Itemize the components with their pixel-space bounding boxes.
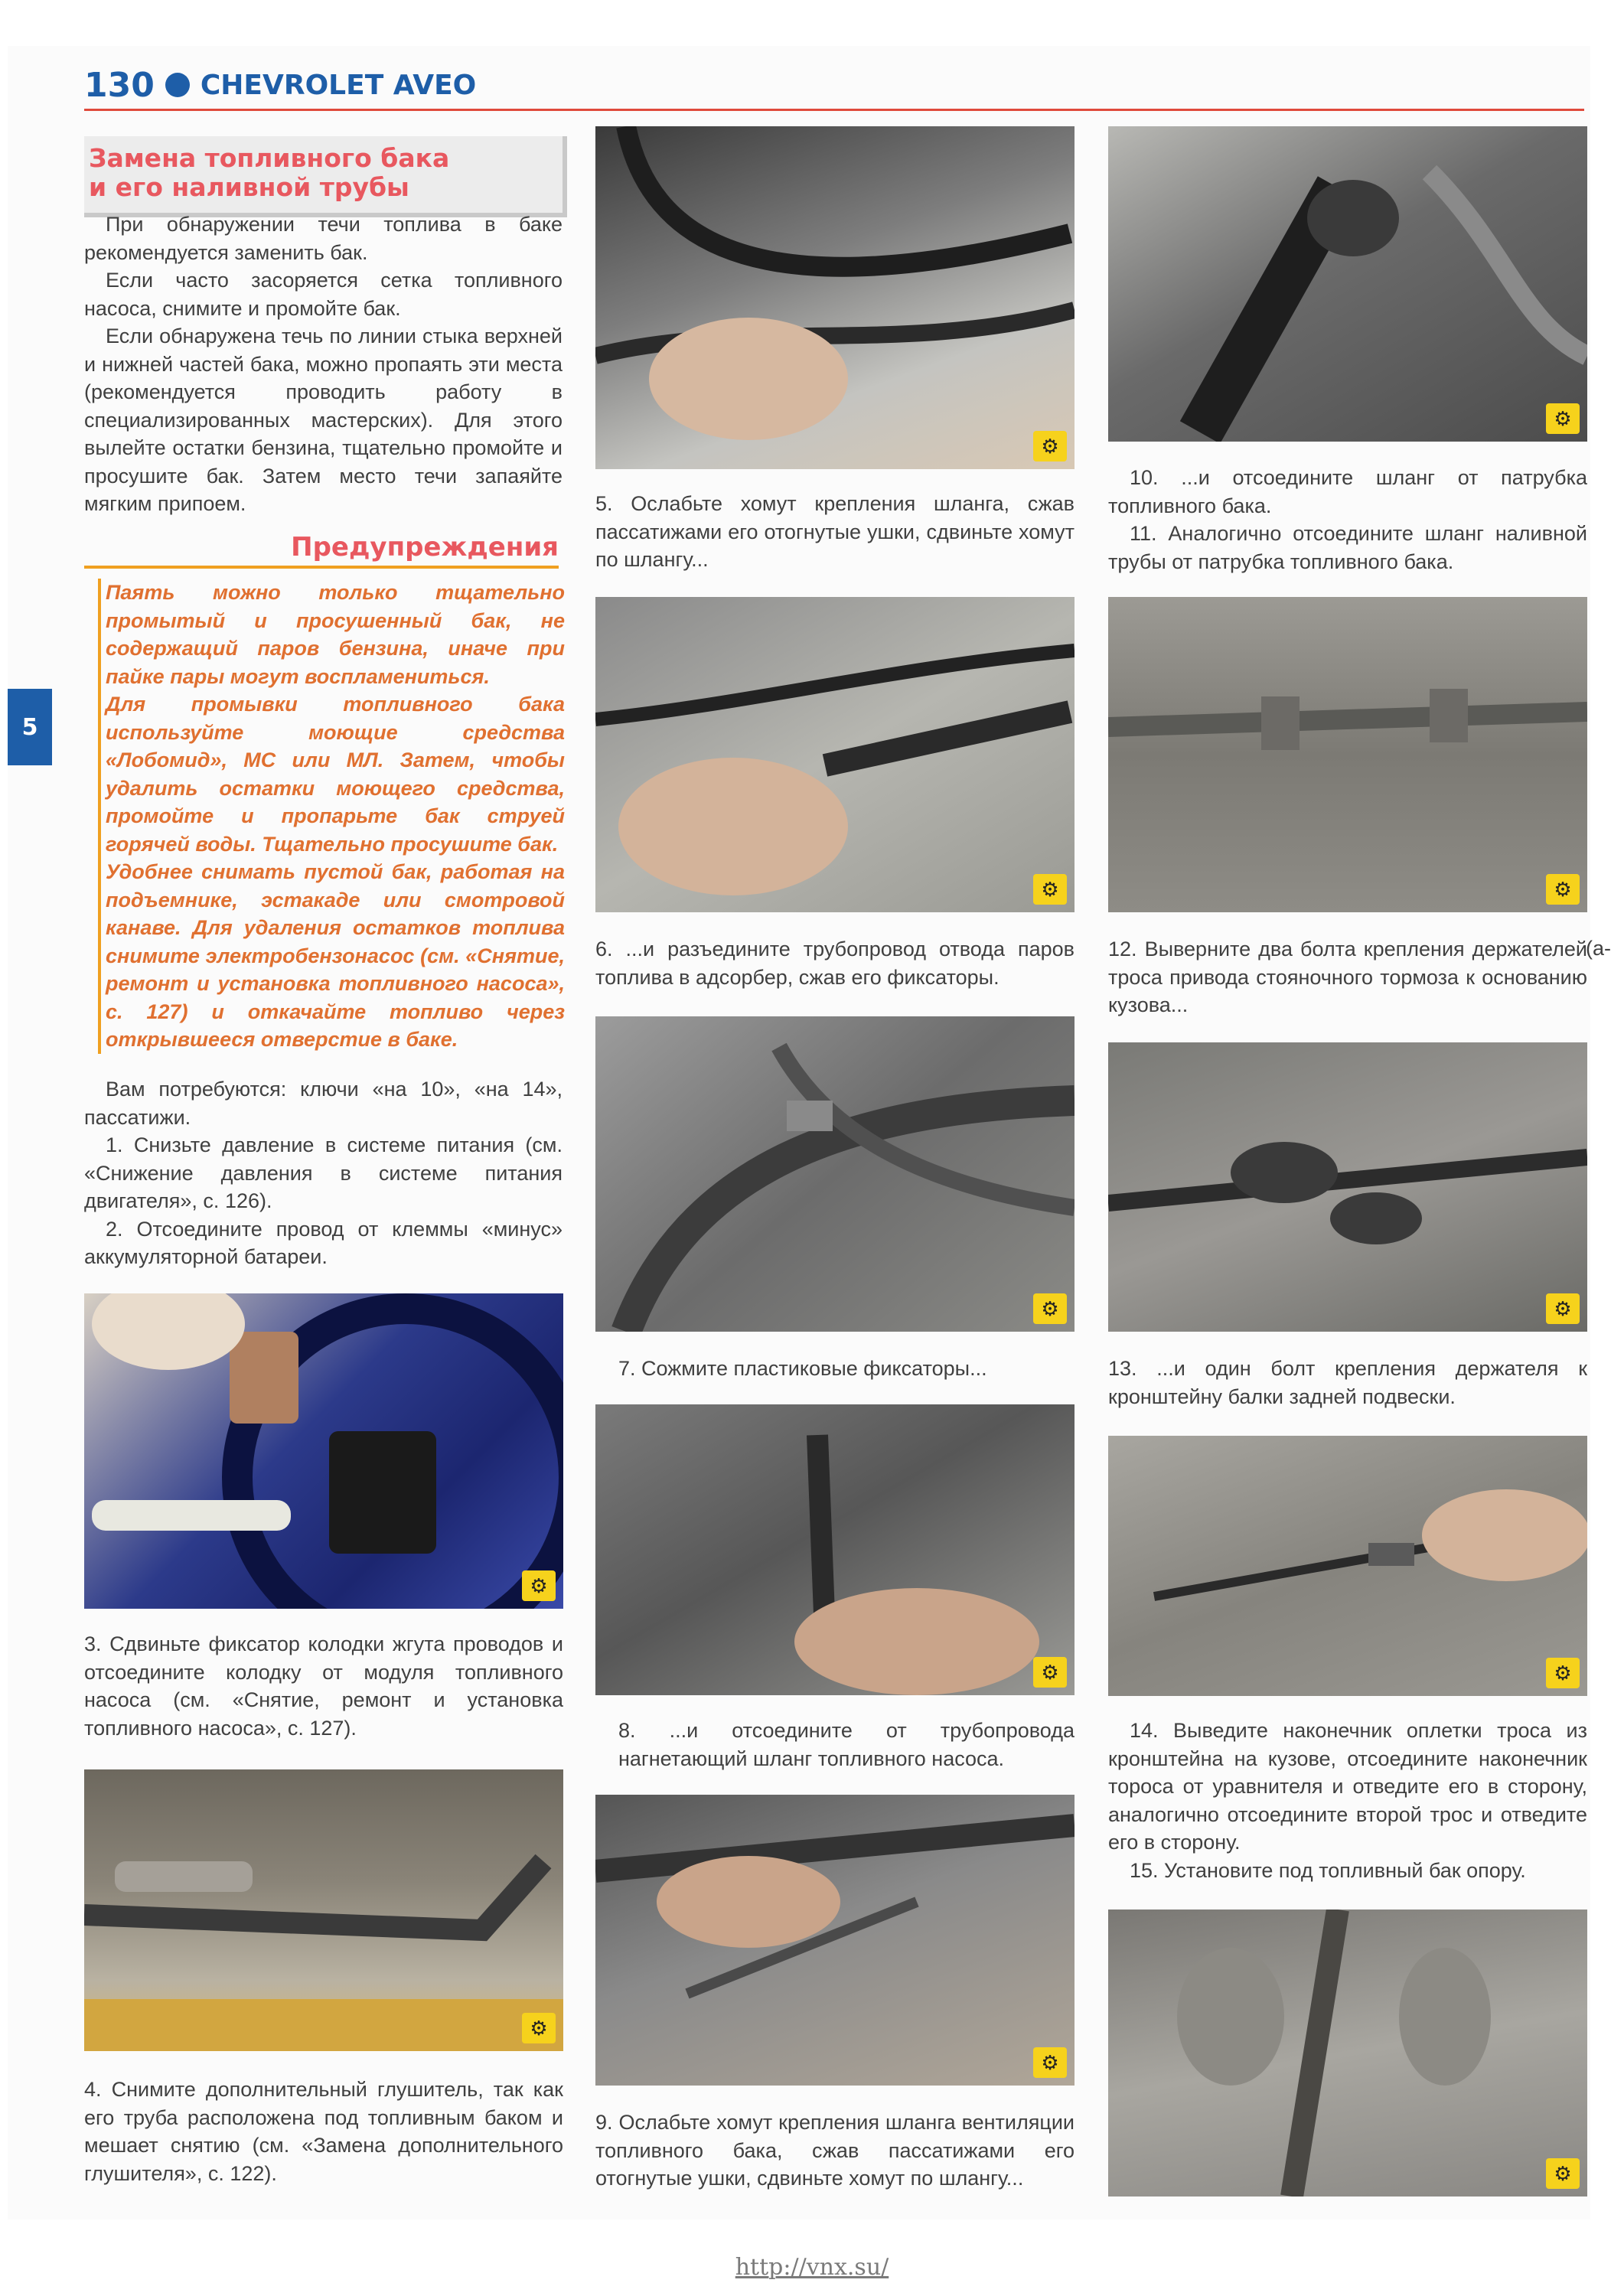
photo-step-14 <box>1108 1436 1587 1696</box>
photo-illustration <box>595 597 1075 912</box>
warning-paragraph: Паять можно только тщательно промытый и просушенный бак, не содержащий паров бензина, иначе при пайке пары могут воспламениться. <box>106 581 565 688</box>
overflow-glyph: (а- <box>1586 937 1611 960</box>
photo-step-13 <box>1108 1042 1587 1332</box>
intro-paragraph: При обнаружении течи топлива в баке рекомендуется заменить бак. <box>84 213 563 264</box>
photo-illustration <box>1108 597 1587 912</box>
car-lift-icon: ⚙ <box>522 1570 556 1601</box>
warnings-heading: Предупреждения <box>84 532 559 569</box>
photo-illustration <box>1108 126 1587 442</box>
photo-illustration <box>84 1293 563 1609</box>
photo-illustration <box>595 126 1075 469</box>
photo-illustration <box>595 1404 1075 1695</box>
photo-illustration <box>1108 1436 1587 1696</box>
caption-text: 14. Выведите наконечник оплетки троса из кронштейна на кузове, отсоедините наконечник тороса от уравнителя и отведите его в сторону, аналогично отсоедините второй трос и отведите его в сторону. <box>1108 1719 1587 1854</box>
car-lift-icon: ⚙ <box>1546 2158 1580 2189</box>
intro-paragraph: Если обнаружена течь по линии стыка верхней и нижней частей бака, можно пропаять эти места (рекомендуется проводить работу в специализированных мастерских). Для этого вылейте остатки бензина, тщательно промойте и просушите бак. Затем место течи запаяйте мягким припоем. <box>84 325 563 515</box>
caption-text: 7. Сожмите пластиковые фиксаторы... <box>618 1357 987 1380</box>
section-title-line-2: и его наливной трубы <box>89 172 409 202</box>
caption-step-5 <box>595 490 1075 574</box>
photo-illustration <box>84 1769 563 2051</box>
header-rule <box>84 109 1584 111</box>
caption-steps-10-11 <box>1108 464 1587 576</box>
warning-paragraph: Удобнее снимать пустой бак, работая на подъемнике, эстакаде или смотровой канаве. Для удаления остатков топлива снимите электробензонасос (см. «Снятие, ремонт и установка топливного насоса», с. 127) и откачайте топливо через открывшееся отверстие в баке. <box>106 860 565 1051</box>
photo-step-15 <box>1108 1910 1587 2197</box>
page-header <box>84 64 476 106</box>
tools-paragraph: Вам потребуются: ключи «на 10», «на 14», пассатижи. <box>84 1078 563 1129</box>
car-lift-icon: ⚙ <box>1033 1657 1067 1688</box>
caption-text: 3. Сдвиньте фиксатор колодки жгута проводов и отсоедините колодку от модуля топливного насоса (см. «Снятие, ремонт и установка топливного насоса», с. 127). <box>84 1632 563 1740</box>
step-paragraph: 2. Отсоедините провод от клеммы «минус» аккумуляторной батареи. <box>84 1217 563 1268</box>
caption-text: 10. ...и отсоедините шланг от патрубка топливного бака. <box>1108 466 1587 517</box>
caption-text: 5. Ослабьте хомут крепления шланга, сжав пассатижами его отогнутые ушки, сдвиньте хомут по шлангу... <box>595 492 1075 571</box>
car-lift-icon: ⚙ <box>1546 874 1580 905</box>
photo-step-7 <box>595 1016 1075 1332</box>
caption-text: 11. Аналогично отсоедините шланг наливной трубы от патрубка топливного бака. <box>1108 522 1587 573</box>
caption-step-8 <box>618 1717 1075 1773</box>
steps-intro-text <box>84 1075 563 1271</box>
photo-step-8 <box>595 1404 1075 1695</box>
photo-step-6 <box>595 597 1075 912</box>
car-lift-icon: ⚙ <box>1033 874 1067 905</box>
caption-text: 9. Ослабьте хомут крепления шланга вентиляции топливного бака, сжав пассатижами его отогнутые ушки, сдвиньте хомут по шлангу... <box>595 2111 1075 2190</box>
caption-step-3 <box>84 1630 563 1742</box>
bullet-dot-icon <box>165 73 190 97</box>
car-lift-icon: ⚙ <box>1546 403 1580 434</box>
car-lift-icon: ⚙ <box>522 2013 556 2043</box>
car-lift-icon: ⚙ <box>1033 1293 1067 1324</box>
caption-step-4 <box>84 2076 563 2187</box>
car-lift-icon: ⚙ <box>1546 1293 1580 1324</box>
step-paragraph: 1. Снизьте давление в системе питания (см. «Снижение давления в системе питания двигателя», с. 126). <box>84 1133 563 1212</box>
car-lift-icon: ⚙ <box>1033 2047 1067 2078</box>
caption-text: 6. ...и разъедините трубопровод отвода паров топлива в адсорбер, сжав его фиксаторы. <box>595 938 1075 989</box>
caption-step-7 <box>618 1355 1075 1383</box>
page-number: 130 <box>84 65 155 105</box>
warning-paragraph: Для промывки топливного бака используйте моющие средства «Лобомид», МС или МЛ. Затем, чтобы удалить остатки моющего средства, промойте и пропарьте бак струей горячей воды. Тщательно просушите бак. <box>106 693 565 856</box>
warnings-text <box>98 579 565 1054</box>
section-title <box>84 138 569 217</box>
footer-link[interactable]: http://vnx.su/ <box>735 2254 889 2281</box>
intro-paragraph: Если часто засоряется сетка топливного насоса, снимите и промойте бак. <box>84 269 563 320</box>
section-title-line-1: Замена топливного бака <box>89 143 450 173</box>
photo-step-4 <box>84 1769 563 2051</box>
car-lift-icon: ⚙ <box>1546 1658 1580 1688</box>
caption-text: 13. ...и один болт крепления держателя к кронштейну балки задней подвески. <box>1108 1357 1587 1408</box>
caption-step-9 <box>595 2108 1075 2193</box>
chapter-tab: 5 <box>8 689 52 765</box>
caption-step-12 <box>1108 935 1587 1019</box>
caption-text: 12. Выверните два болта крепления держателей троса привода стояночного тормоза к основанию кузова... <box>1108 938 1587 1016</box>
photo-step-12 <box>1108 597 1587 912</box>
caption-text: 15. Установите под топливный бак опору. <box>1130 1858 1526 1882</box>
car-lift-icon: ⚙ <box>1033 431 1067 461</box>
photo-step-9 <box>595 1795 1075 2086</box>
photo-illustration <box>595 1016 1075 1332</box>
photo-step-3 <box>84 1293 563 1609</box>
caption-step-13 <box>1108 1355 1587 1411</box>
photo-illustration <box>595 1795 1075 2086</box>
caption-steps-14-15 <box>1108 1717 1587 1884</box>
caption-text: 8. ...и отсоедините от трубопровода нагнетающий шланг топливного насоса. <box>618 1719 1075 1770</box>
book-title: CHEVROLET AVEO <box>200 69 477 101</box>
photo-illustration <box>1108 1910 1587 2197</box>
photo-step-10 <box>1108 126 1587 442</box>
photo-step-5 <box>595 126 1075 469</box>
intro-text <box>84 210 563 518</box>
caption-text: 4. Снимите дополнительный глушитель, так как его труба расположена под топливным баком и мешает снятию (см. «Замена дополнительного глушителя», с. 122). <box>84 2078 563 2185</box>
photo-illustration <box>1108 1042 1587 1332</box>
caption-step-6 <box>595 935 1075 991</box>
